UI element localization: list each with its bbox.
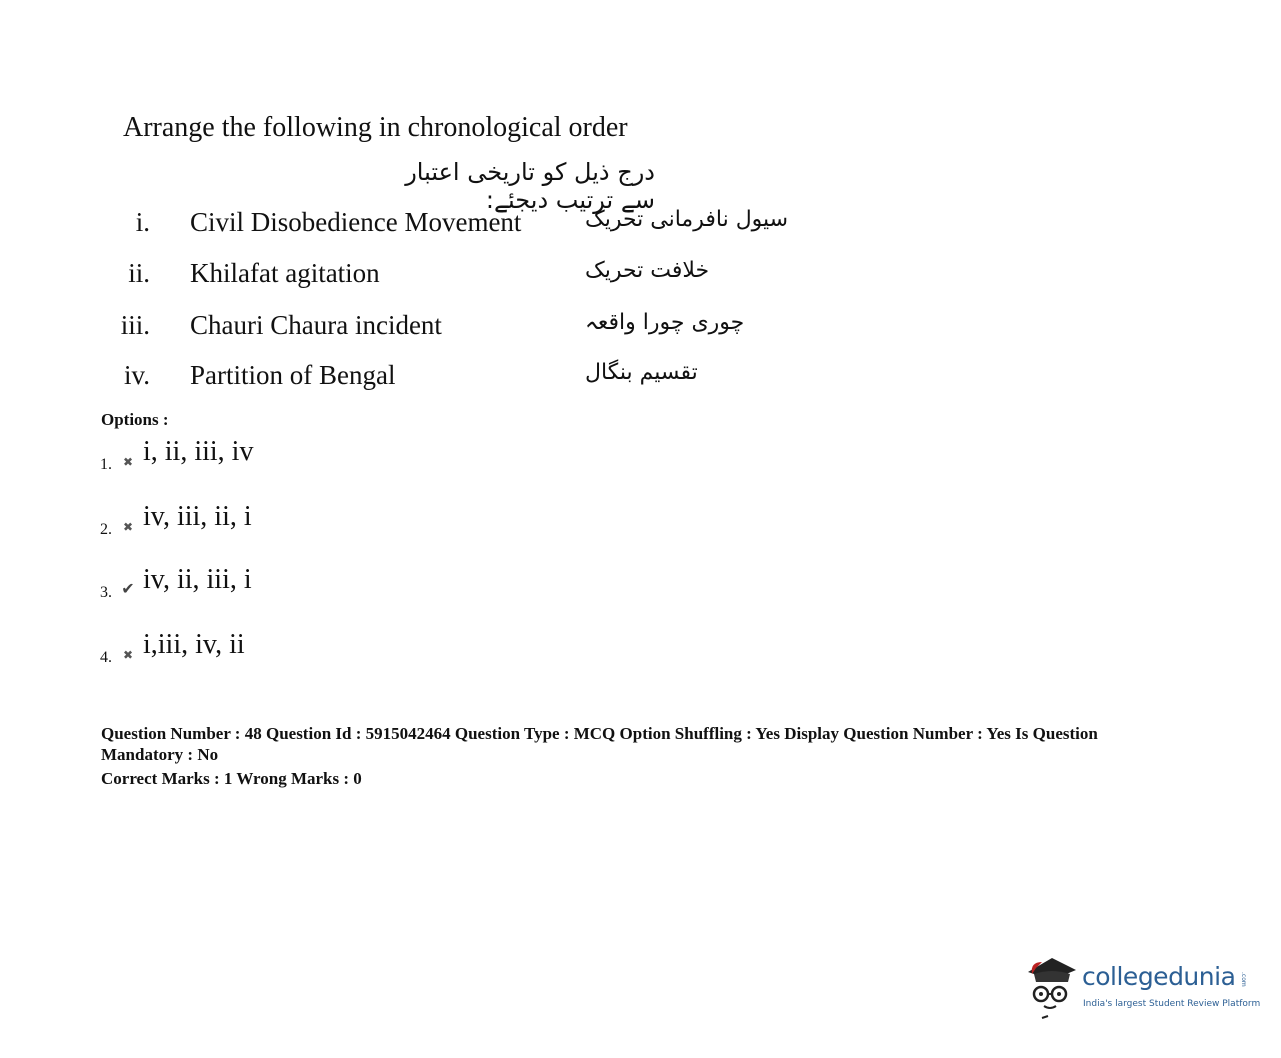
question-urdu: درج ذیل کو تاریخی اعتبار سے ترتیب دیجئے:: [405, 158, 655, 214]
marks-info: Correct Marks : 1 Wrong Marks : 0: [101, 769, 362, 788]
cross-icon: ✖: [122, 648, 134, 662]
item-urdu: تقسیم بنگال: [585, 360, 698, 385]
list-item: [0, 207, 789, 247]
list-item: [0, 360, 760, 400]
options-heading: Options :: [101, 410, 169, 429]
logo-suffix: .com: [1240, 972, 1247, 987]
option-3[interactable]: [100, 564, 500, 608]
cross-icon: ✖: [122, 520, 134, 534]
item-urdu: خلافت تحریک: [585, 258, 710, 283]
cross-icon: ✖: [122, 455, 134, 469]
item-number: iii.: [120, 310, 150, 340]
list-item: [0, 310, 760, 350]
option-2[interactable]: [100, 501, 500, 545]
mascot-icon: [1022, 950, 1082, 1020]
question-meta: Question Number : 48 Question Id : 5915042464 Question Type : MCQ Option Shuffling : Yes Display Question Number : Yes Is Question Mandatory : No: [101, 724, 1098, 764]
option-4[interactable]: [100, 629, 500, 673]
collegedunia-logo[interactable]: [1022, 950, 1261, 1020]
option-text: i, ii, iii, iv: [143, 436, 254, 467]
item-english: Partition of Bengal: [190, 360, 396, 390]
item-number: i.: [135, 207, 150, 237]
option-number: 2.: [100, 521, 112, 538]
item-number: ii.: [128, 258, 150, 288]
item-english: Chauri Chaura incident: [190, 310, 442, 340]
item-english: Khilafat agitation: [190, 258, 380, 288]
option-text: i,iii, iv, ii: [143, 629, 245, 660]
item-urdu: سیول نافرمانی تحریک: [585, 207, 789, 232]
logo-name: collegedunia: [1082, 962, 1236, 991]
item-english: Civil Disobedience Movement: [190, 207, 522, 237]
item-urdu: چوری چورا واقعہ: [585, 310, 745, 335]
check-icon: ✔: [121, 581, 135, 598]
question-english: Arrange the following in chronological order: [123, 112, 628, 143]
logo-tagline: India's largest Student Review Platform: [1083, 999, 1261, 1009]
option-1[interactable]: [100, 436, 500, 480]
option-text: iv, iii, ii, i: [143, 501, 252, 532]
item-number: iv.: [124, 360, 150, 390]
option-number: 1.: [100, 456, 112, 473]
option-number: 4.: [100, 649, 112, 666]
option-text: iv, ii, iii, i: [143, 564, 252, 595]
list-item: [0, 258, 760, 298]
option-number: 3.: [100, 584, 112, 601]
